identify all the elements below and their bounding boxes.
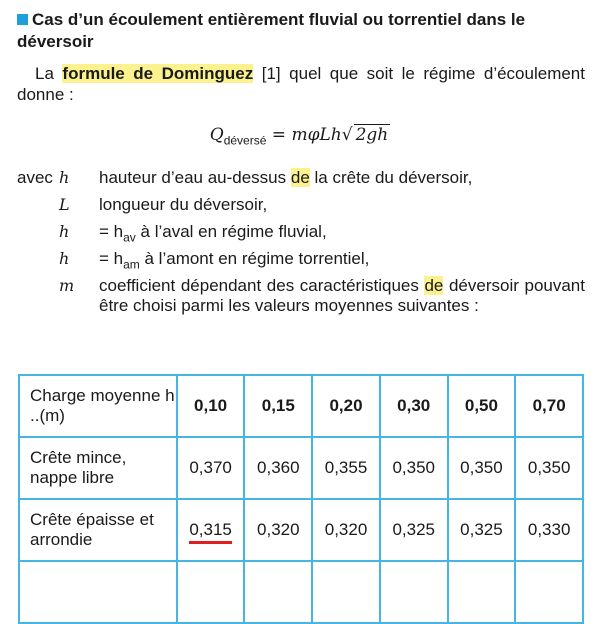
symbol-h: h [59,168,70,187]
underlined-value: 0,315 [189,520,232,544]
table-cell: 0,350 [448,437,516,499]
definition-m-text: coefficient dépendant des caractéristiques [99,276,425,295]
dominguez-highlight: formule de Dominguez [62,64,254,83]
section-heading [17,9,587,53]
header-value: 0,10 [177,375,245,437]
symbol-h-am: h [59,249,70,268]
definition-hav-eq: = h [99,222,124,241]
symbol-h-av: h [59,222,70,241]
table-cell: 0,325 [380,499,448,561]
definition-ham-text: à l’amont en régime torrentiel, [139,249,370,268]
formula-lhs: Q [209,125,224,145]
table-cell: 0,360 [244,437,312,499]
discharge-formula [0,124,600,147]
section-heading-text: Cas d’un écoulement entièrement fluvial ou torrentiel dans le déversoir [17,10,526,51]
header-value: 0,70 [515,375,583,437]
table-cell: 0,355 [312,437,380,499]
table-cell: 0,350 [380,437,448,499]
table-row-cutoff [19,561,583,623]
definition-m [17,276,587,346]
formula-rhs: = mφLh [266,125,342,145]
definition-h-highlight: de [290,168,310,187]
formula-radicand: 2gh [355,125,389,145]
header-value: 0,50 [448,375,516,437]
header-value: 0,20 [312,375,380,437]
definition-ham [17,249,587,276]
definition-L [17,195,587,222]
definition-h-text: hauteur d’eau au-dessus [99,168,291,187]
row-label: Crête mince, nappe libre [19,437,177,499]
table-header-row [19,375,583,437]
table-cell [177,499,245,561]
definition-hav-sub: av [123,230,136,245]
table-cell: 0,350 [515,437,583,499]
table-row [19,499,583,561]
intro-before: La [35,64,63,83]
header-value: 0,30 [380,375,448,437]
definition-hav [17,222,587,249]
definition-ham-eq: = h [99,249,124,268]
intro-paragraph [17,63,585,105]
definition-h-text-end: la crête du déversoir, [309,168,473,187]
table-cell: 0,320 [244,499,312,561]
header-label: Charge moyenne h ..(m) [19,375,177,437]
definition-h [17,168,587,195]
definition-m-text-end: déversoir pouvant être choisi parmi les valeurs moyennes suivantes : [99,276,585,315]
square-bullet-icon [17,14,28,25]
row-label: Crête épaisse et arrondie [19,499,177,561]
definition-L-text: longueur du déversoir, [99,195,268,214]
definition-ham-sub: am [123,257,140,272]
symbol-m: m [59,276,75,295]
definition-m-highlight: de [424,276,444,295]
coefficient-table [18,374,584,624]
avec-label: avec [17,168,53,187]
intro-after: [1] quel que soit le régime d’écoulement donne : [17,64,585,104]
header-value: 0,15 [244,375,312,437]
sqrt-sign-icon: √ [341,125,353,145]
table-cell: 0,330 [515,499,583,561]
table-cell: 0,320 [312,499,380,561]
table-row [19,437,583,499]
definitions-list [17,168,587,346]
table-cell: 0,370 [177,437,245,499]
formula-lhs-sub: déversé [223,133,267,148]
table-cell: 0,325 [448,499,516,561]
definition-hav-text: à l’aval en régime fluvial, [135,222,327,241]
symbol-L: L [59,195,70,214]
